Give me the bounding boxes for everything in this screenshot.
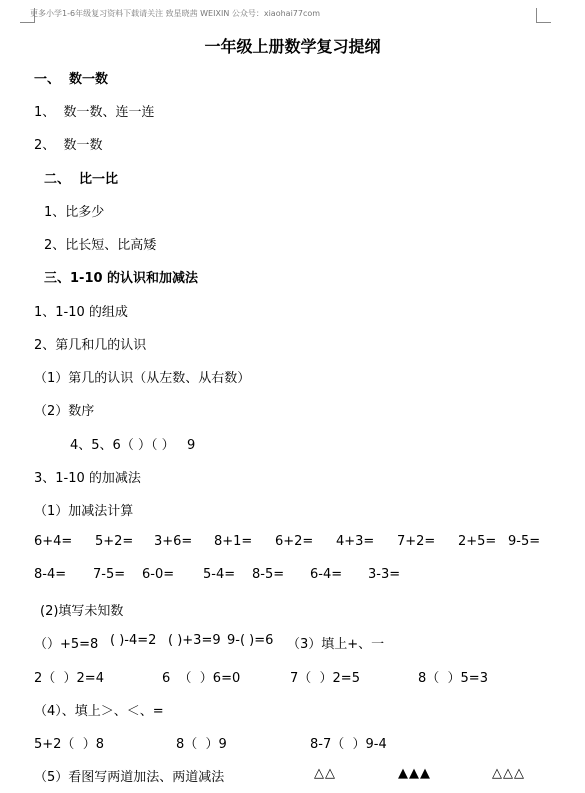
calc-problem: 7+2= <box>397 534 436 549</box>
operator-problem: 7（ ）2=5 <box>290 671 360 686</box>
calc-problem: 5-4= <box>203 567 236 582</box>
section-3-item-3-sub-5: （5）看图写两道加法、两道减法 <box>34 770 225 785</box>
unknown-problem: ( )-4=2 <box>110 633 157 648</box>
page-header: 更多小学1-6年级复习资料下载请关注 致星晓茜 WEIXIN 公众号：xiaohai77com <box>30 9 321 18</box>
calc-problem: 2+5= <box>458 534 497 549</box>
calc-problem: 8-4= <box>34 567 67 582</box>
section-3-item-2: 2、第几和几的认识 <box>34 338 147 353</box>
section-2-heading: 二、 比一比 <box>44 172 119 187</box>
section-3-item-3: 3、1-10 的加减法 <box>34 471 141 486</box>
operator-problem: 6 （ ）6=0 <box>162 671 241 686</box>
unknown-problem: 9-( )=6 <box>227 633 274 648</box>
operator-problem: 2（ ）2=4 <box>34 671 104 686</box>
section-3-item-2-sub-2: （2）数序 <box>34 404 95 419</box>
section-3-item-2-sub-1: （1）第几的认识（从左数、从右数） <box>34 371 251 386</box>
calc-problem: 8-5= <box>252 567 285 582</box>
calc-problem: 6-0= <box>142 567 175 582</box>
operator-problem: 8（ ）5=3 <box>418 671 488 686</box>
triangle-group-2: ▲▲▲ <box>398 766 431 781</box>
section-3-item-3-sub-1: （1）加减法计算 <box>34 504 134 519</box>
calc-problem: 4+3= <box>336 534 375 549</box>
unknown-problem: （）+5=8 <box>34 637 99 652</box>
calc-problem: 9-5= <box>508 534 541 549</box>
section-2-item-2: 2、比长短、比高矮 <box>44 238 157 253</box>
compare-problem: 8（ ）9 <box>176 737 227 752</box>
section-3-item-3-sub-2: (2)填写未知数 <box>40 604 124 619</box>
calc-problem: 8+1= <box>214 534 253 549</box>
section-2-item-1: 1、比多少 <box>44 205 105 220</box>
section-1-heading: 一、 数一数 <box>34 72 109 87</box>
triangle-group-1: △△ <box>314 766 336 781</box>
compare-problem: 8-7（ ）9-4 <box>310 737 387 752</box>
section-3-item-1: 1、1-10 的组成 <box>34 305 128 320</box>
calc-problem: 7-5= <box>93 567 126 582</box>
calc-problem: 3-3= <box>368 567 401 582</box>
section-1-item-2: 2、 数一数 <box>34 138 103 153</box>
section-3-heading: 三、1-10 的认识和加减法 <box>44 271 199 286</box>
unknown-problem: ( )+3=9 <box>168 633 221 648</box>
calc-problem: 6-4= <box>310 567 343 582</box>
section-3-item-3-sub-4: （4）、填上＞、＜、= <box>34 704 164 719</box>
calc-problem: 6+2= <box>275 534 314 549</box>
document-title: 一年级上册数学复习提纲 <box>204 37 381 56</box>
number-sequence: 4、5、6（ ）（ ） 9 <box>70 438 196 453</box>
calc-problem: 3+6= <box>154 534 193 549</box>
triangle-group-3: △△△ <box>492 766 525 781</box>
crop-mark-top-right <box>536 8 551 23</box>
calc-problem: 6+4= <box>34 534 73 549</box>
section-1-item-1: 1、 数一数、连一连 <box>34 105 155 120</box>
calc-problem: 5+2= <box>95 534 134 549</box>
compare-problem: 5+2（ ）8 <box>34 737 104 752</box>
section-3-item-3-sub-3: （3）填上+、一 <box>287 637 385 652</box>
